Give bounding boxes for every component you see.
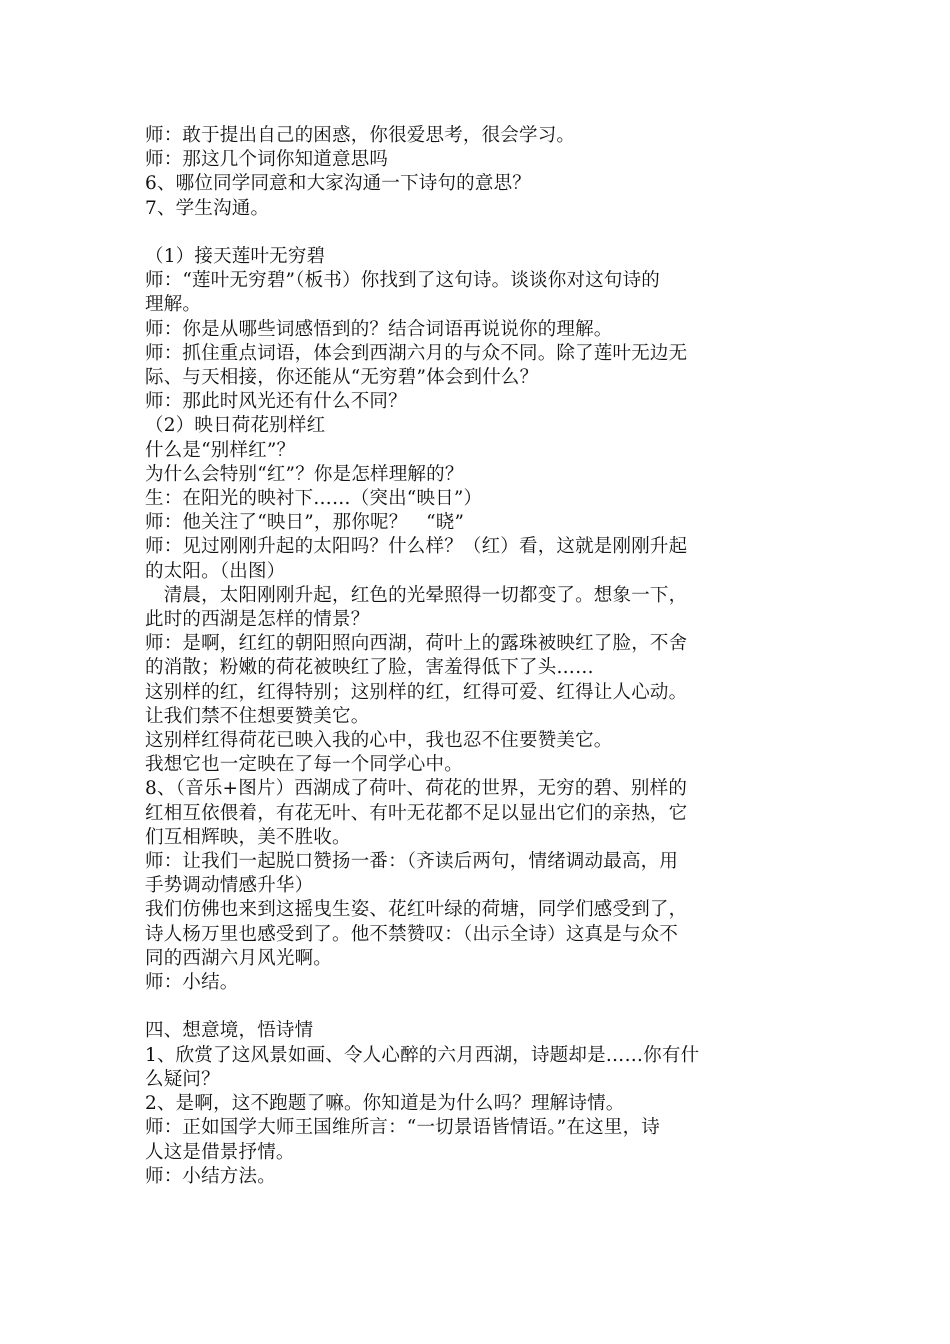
text-line: 的消散；粉嫩的荷花被映红了脸，害羞得低下了头……	[145, 657, 594, 679]
text-line: 理解。	[145, 294, 202, 316]
text-line: 师：抓住重点词语，体会到西湖六月的与众不同。除了莲叶无边无	[145, 342, 688, 364]
text-line: 师：“莲叶无穷碧”（板书）你找到了这句诗。谈谈你对这句诗的	[145, 270, 660, 292]
text-line: 们互相辉映，美不胜收。	[145, 826, 351, 848]
section-heading: （1）接天莲叶无穷碧	[145, 246, 326, 267]
text-line: 手势调动情感升华）	[145, 875, 314, 897]
text-line: 为什么会特别“红”？你是怎样理解的？	[145, 463, 464, 485]
text-line: 红相互依偎着，有花无叶、有叶无花都不足以显出它们的亲热，它	[145, 802, 688, 824]
document-body	[145, 124, 815, 1189]
blank-line	[145, 221, 815, 245]
text-line: 际、与天相接，你还能从“无穷碧”体会到什么？	[145, 367, 539, 389]
text-line: 师：正如国学大师王国维所言：“一切景语皆情语。”在这里，诗	[145, 1117, 660, 1139]
text-line: 师：你是从哪些词感悟到的？结合词语再说说你的理解。	[145, 318, 613, 340]
text-line: 么疑问？	[145, 1068, 220, 1090]
text-line: 师：小结。	[145, 972, 239, 994]
text-line: 1、欣赏了这风景如画、令人心醉的六月西湖，诗题却是……你有什	[145, 1044, 700, 1066]
text-line: 诗人杨万里也感受到了。他不禁赞叹：（出示全诗）这真是与众不	[145, 923, 679, 945]
text-line: 师：让我们一起脱口赞扬一番：（齐读后两句，情绪调动最高，用	[145, 851, 679, 873]
text-line: 6、哪位同学同意和大家沟通一下诗句的意思？	[145, 173, 531, 195]
text-line: 清晨，太阳刚刚升起，红色的光晕照得一切都变了。想象一下，	[145, 584, 688, 606]
text-line: 8、（音乐+图片）西湖成了荷叶、荷花的世界，无穷的碧、别样的	[145, 778, 688, 800]
section-heading: 四、想意境，悟诗情	[145, 1020, 314, 1042]
text-line: 我想它也一定映在了每一个同学心中。	[145, 754, 463, 776]
text-line: 让我们禁不住想要赞美它。	[145, 705, 370, 727]
text-line: 师：他关注了“映日”，那你呢？ “晓”	[145, 512, 465, 534]
text-line: 什么是“别样红”？	[145, 439, 296, 461]
text-line: 师：见过刚刚升起的太阳吗？什么样？（红）看，这就是刚刚升起	[145, 536, 688, 558]
text-line: 这别样红得荷花已映入我的心中，我也忍不住要赞美它。	[145, 730, 613, 752]
text-line: 这别样的红，红得特别；这别样的红，红得可爱、红得让人心动。	[145, 681, 688, 703]
text-line: 师：是啊，红红的朝阳照向西湖，荷叶上的露珠被映红了脸，不舍	[145, 633, 688, 655]
text-line: 生：在阳光的映衬下……（突出“映日”）	[145, 488, 483, 510]
text-line: 师：那此时风光还有什么不同？	[145, 391, 407, 413]
text-line: 我们仿佛也来到这摇曳生姿、花红叶绿的荷塘，同学们感受到了，	[145, 899, 688, 921]
text-line: 7、学生沟通。	[145, 197, 270, 219]
text-line: 2、是啊，这不跑题了嘛。你知道是为什么吗？理解诗情。	[145, 1093, 625, 1115]
text-line: 的太阳。（出图）	[145, 560, 286, 582]
text-line: 师：小结方法。	[145, 1165, 276, 1187]
text-line: 此时的西湖是怎样的情景？	[145, 609, 370, 631]
text-line: 人这是借景抒情。	[145, 1141, 295, 1163]
text-line: 师：敢于提出自己的困惑，你很爱思考，很会学习。	[145, 125, 576, 146]
text-line: 同的西湖六月风光啊。	[145, 947, 333, 969]
blank-line	[145, 995, 815, 1019]
section-heading: （2）映日荷花别样红	[145, 415, 326, 437]
text-line: 师：那这几个词你知道意思吗	[145, 149, 389, 171]
